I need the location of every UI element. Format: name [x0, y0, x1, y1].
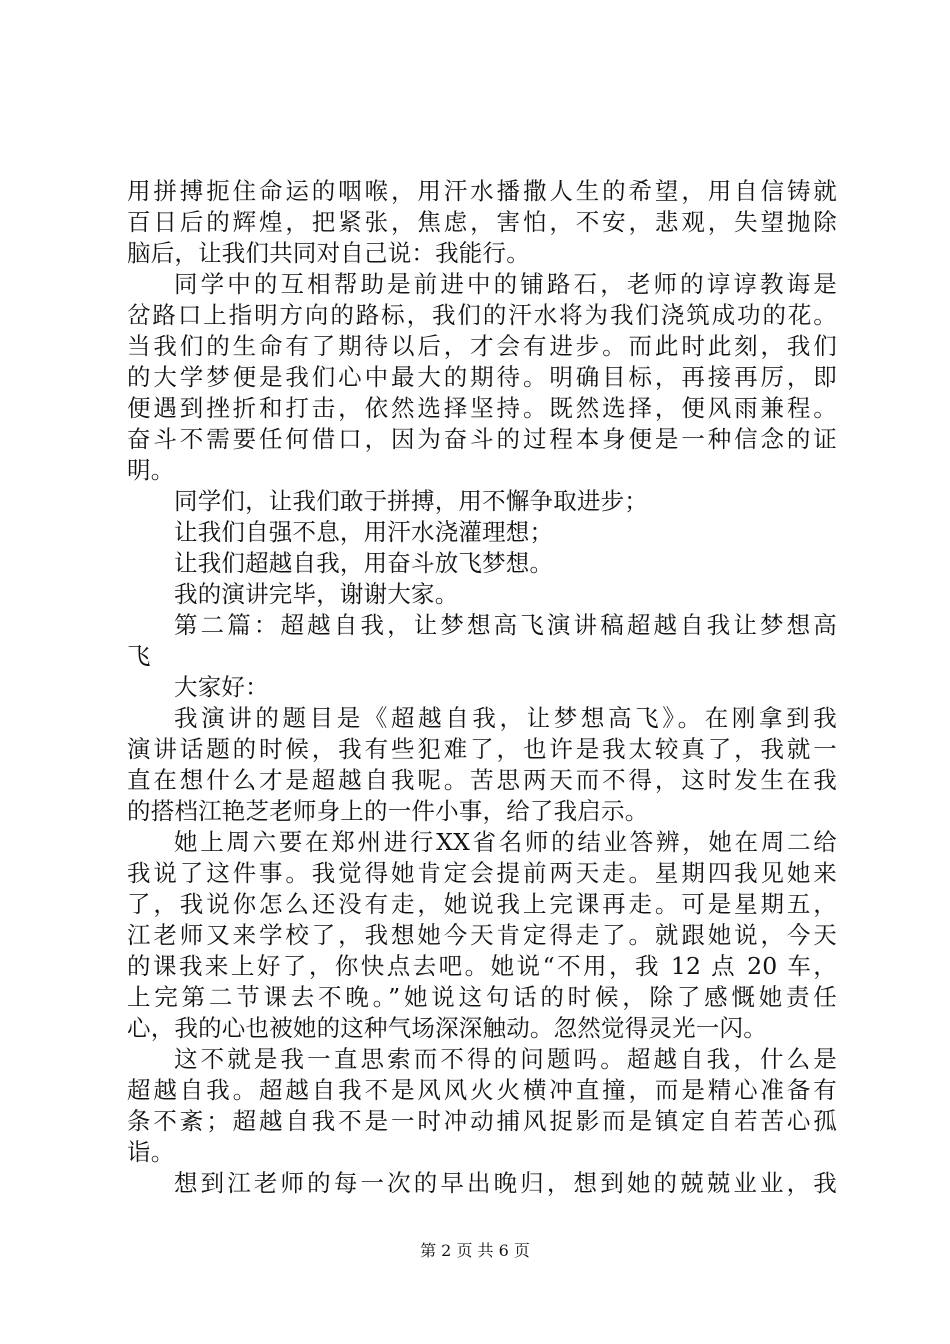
text-line: 奋斗不需要任何借口，因为奋斗的过程本身便是一种信念的证: [127, 425, 837, 453]
text-line: 飞: [127, 642, 151, 670]
text-line: 诣。: [127, 1138, 175, 1166]
text-line: 超越自我。超越自我不是风风火火横冲直撞，而是精心准备有: [127, 1076, 837, 1104]
text-line: 脑后，让我们共同对自己说：我能行。: [127, 239, 530, 267]
text-line: 百日后的辉煌，把紧张，焦虑，害怕，不安，悲观，失望抛除: [127, 208, 837, 236]
text-line: 直在想什么才是超越自我呢。苦思两天而不得，这时发生在我: [127, 766, 837, 794]
paragraph: [127, 1168, 837, 1199]
text-line: 我说了这件事。我觉得她肯定会提前两天走。星期四我见她来: [127, 859, 837, 887]
text-line: 的课我来上好了，你快点去吧。她说“不用，我 12 点 20 车，: [127, 952, 837, 980]
text-line: 便遇到挫折和打击，依然选择坚持。既然选择，便风雨兼程。: [127, 394, 837, 422]
text-line: 让我们自强不息，用汗水浇灌理想；: [174, 518, 554, 546]
text-line: 同学们，让我们敢于拼搏，用不懈争取进步；: [174, 487, 648, 515]
paragraph: [127, 672, 837, 703]
text-line: 这不就是我一直思索而不得的问题吗。超越自我，什么是: [174, 1045, 837, 1073]
paragraph: [127, 517, 837, 548]
text-line: 用拼搏扼住命运的咽喉，用汗水播撒人生的希望，用自信铸就: [127, 177, 837, 205]
text-line: 大家好：: [174, 673, 269, 701]
text-line: 演讲话题的时候，我有些犯难了，也许是我太较真了，我就一: [127, 735, 837, 763]
speech-body: [127, 176, 837, 1199]
text-line: 了，我说你怎么还没有走，她说我上完课再走。可是星期五，: [127, 890, 837, 918]
text-line: 江老师又来学校了，我想她今天肯定得走了。就跟她说，今天: [127, 921, 837, 949]
text-line: 想到江老师的每一次的早出晚归，想到她的兢兢业业，我: [174, 1169, 837, 1197]
paragraph: [127, 548, 837, 579]
paragraph: [127, 579, 837, 610]
text-line: 条不紊；超越自我不是一时冲动捕风捉影而是镇定自若苦心孤: [127, 1107, 837, 1135]
text-line: 的大学梦便是我们心中最大的期待。明确目标，再接再厉，即: [127, 363, 837, 391]
text-line: 我演讲的题目是《超越自我，让梦想高飞》。在刚拿到我: [174, 704, 837, 732]
text-line: 的搭档江艳芝老师身上的一件小事，给了我启示。: [127, 797, 649, 825]
paragraph: [127, 827, 837, 1044]
text-line: 明。: [127, 456, 175, 484]
paragraph: [127, 486, 837, 517]
section-heading: [127, 610, 837, 672]
text-line: 心，我的心也被她的这种气场深深触动。忽然觉得灵光一闪。: [127, 1014, 767, 1042]
text-line: 上完第二节课去不晚。”她说这句话的时候，除了感慨她责任: [127, 983, 837, 1011]
text-line: 我的演讲完毕，谢谢大家。: [174, 580, 459, 608]
text-line: 她上周六要在郑州进行XX省名师的结业答辨，她在周二给: [174, 828, 837, 856]
text-line: 第二篇：超越自我，让梦想高飞演讲稿超越自我让梦想高: [174, 611, 837, 639]
text-line: 同学中的互相帮助是前进中的铺路石，老师的谆谆教诲是: [174, 270, 837, 298]
paragraph: [127, 703, 837, 827]
page-footer: 第 2 页 共 6 页: [420, 1241, 530, 1260]
text-line: 让我们超越自我，用奋斗放飞梦想。: [174, 549, 554, 577]
text-line: 岔路口上指明方向的路标，我们的汗水将为我们浇筑成功的花。: [127, 301, 837, 329]
text-line: 当我们的生命有了期待以后，才会有进步。而此时此刻，我们: [127, 332, 837, 360]
paragraph: [127, 1044, 837, 1168]
paragraph: [127, 176, 837, 269]
paragraph: [127, 269, 837, 486]
